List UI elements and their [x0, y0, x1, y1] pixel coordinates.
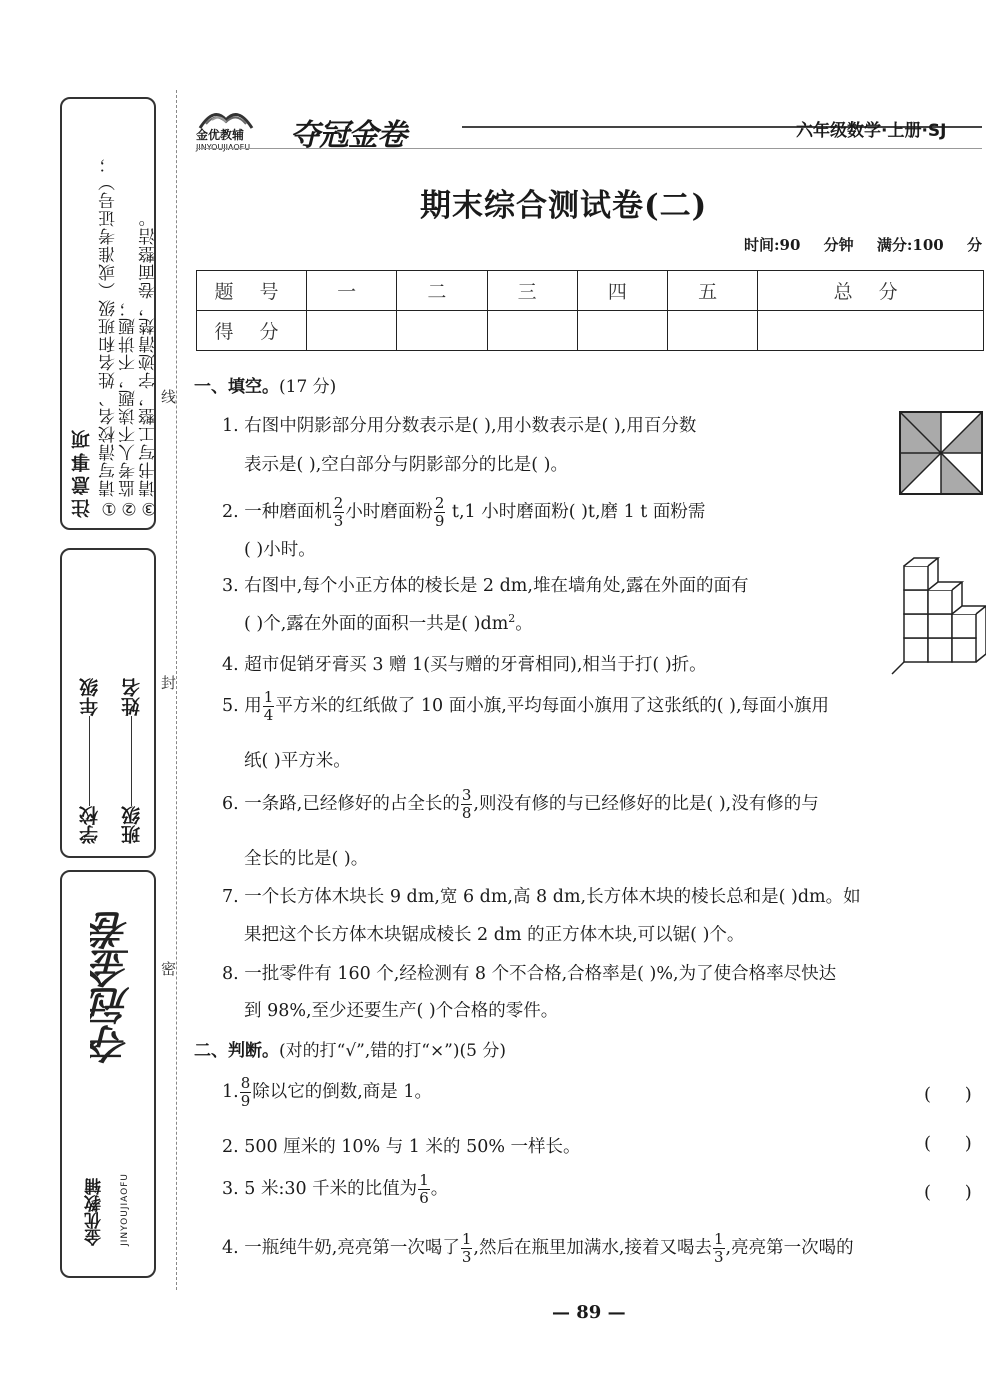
j4-text-c: ,亮亮第一次喝的 [725, 1238, 854, 1258]
j3-line [222, 1173, 448, 1206]
section-2-instruction: (对的打“√”,错的打“×”)(5 分) [279, 1041, 506, 1061]
j3-text-a: 3. 5 米:30 千米的比值为 [222, 1179, 418, 1199]
class-name-line [118, 678, 145, 844]
q7-line-1: 7. 一个长方体木块长 9 dm,宽 6 dm,高 8 dm,长方体木块的棱长总和是( )dm。如 [222, 887, 861, 907]
score-table-header-row [197, 271, 984, 311]
section-1-heading: 一、填空。 [194, 377, 279, 397]
brand-box [60, 870, 156, 1278]
fraction [418, 1173, 430, 1206]
j2-answer-paren[interactable]: ( ) [924, 1133, 972, 1154]
j1-line [222, 1076, 432, 1109]
q6-line-2: 全长的比是( )。 [244, 849, 369, 869]
q5-line-2: 纸( )平方米。 [244, 751, 351, 771]
q1-line-1: 1. 右图中阴影部分用分数表示是( ),用小数表示是( ),用百分数 [222, 416, 697, 436]
fraction-numerator: 1 [714, 1230, 724, 1248]
j2-line: 2. 500 厘米的 10% 与 1 米的 50% 一样长。 [222, 1137, 581, 1157]
full-score: 满分:100 分 [876, 236, 982, 254]
fraction-denominator: 9 [434, 512, 445, 530]
q3-line-2 [244, 610, 533, 635]
q6-line-1 [222, 788, 819, 821]
q3-unit-exponent: 2 [508, 612, 516, 626]
q3-text-b: 。 [515, 614, 533, 634]
notice-line-2: ②监考人不读题，不讲题； [119, 299, 139, 518]
q1-line-2: 表示是( ),空白部分与阴影部分的比是( )。 [244, 455, 568, 475]
page-title: 期末综合测试卷(二) [420, 188, 708, 224]
page-number: — 89 — [552, 1302, 626, 1323]
score-table-cell: 二 [397, 271, 487, 311]
fraction-numerator: 2 [434, 494, 445, 512]
q6-text-a: 6. 一条路,已经修好的占全长的 [222, 794, 460, 814]
section-2-heading: 二、判断。 [194, 1041, 279, 1061]
section-1-score: (17 分) [279, 377, 337, 397]
section-1-title [194, 372, 336, 397]
j3-text-b: 。 [430, 1179, 449, 1199]
class-blank[interactable] [132, 716, 133, 806]
fraction [713, 1232, 725, 1265]
fraction-denominator: 3 [714, 1248, 724, 1266]
section-2-title [194, 1036, 506, 1061]
q7-line-2: 果把这个长方体木块锯成棱长 2 dm 的正方体木块,可以锯( )个。 [244, 925, 745, 945]
publisher-vertical: 金优教辅 [85, 1178, 105, 1246]
fraction [263, 690, 275, 723]
school-label: 学校 [79, 806, 101, 844]
q2-text-a: 2. 一种磨面机 [222, 502, 332, 522]
q5-line-1 [222, 690, 829, 723]
q6-text-b: ,则没有修的与已经修好的比是( ),没有修的与 [473, 794, 819, 814]
score-table-cell: 三 [487, 271, 577, 311]
cut-line [176, 90, 177, 1290]
fraction [240, 1076, 252, 1109]
fraction-denominator: 4 [263, 706, 274, 724]
score-row-label: 得 分 [197, 311, 307, 351]
fraction [434, 496, 446, 529]
shaded-square-figure [898, 410, 984, 496]
notice-line-1: ①请写清校名、姓名和班级（或准考证号）； [99, 155, 119, 518]
score-table-cell: 总 分 [758, 271, 984, 311]
score-table-score-row [197, 311, 984, 351]
notice-box [60, 97, 159, 530]
grade-label: 年级 [79, 678, 101, 716]
name-label: 姓名 [121, 678, 143, 716]
q2-text-c: t,1 小时磨面粉( )t,磨 1 t 面粉需 [446, 502, 706, 522]
brand-vertical-logo: 夺冠金卷 [90, 912, 136, 1064]
q8-line-1: 8. 一批零件有 160 个,经检测有 8 个不合格,合格率是( )%,为了使合格率尽快达 [222, 964, 837, 984]
j4-line [222, 1232, 854, 1265]
grade-label: 六年级数学·上册·SJ [796, 121, 947, 141]
time-info [744, 234, 982, 255]
school-blank[interactable] [90, 716, 91, 806]
score-input-cell[interactable] [577, 311, 667, 351]
fraction-denominator: 3 [461, 1248, 472, 1266]
j1-text-a: 1. [222, 1082, 239, 1102]
cut-label-line: 线 [161, 388, 177, 406]
fraction-numerator: 1 [263, 688, 274, 706]
cut-label-secret: 密 [161, 960, 177, 978]
school-grade-line [76, 678, 103, 844]
q5-text-b: 平方米的红纸做了 10 面小旗,平均每面小旗用了这张纸的( ),每面小旗用 [275, 696, 830, 716]
fraction-numerator: 8 [240, 1074, 251, 1092]
class-label: 班级 [121, 806, 143, 844]
cube-stack-figure [890, 550, 986, 678]
fraction-denominator: 9 [240, 1092, 251, 1110]
score-table-cell: 五 [668, 271, 758, 311]
fraction-numerator: 3 [461, 786, 472, 804]
fraction-numerator: 1 [419, 1171, 429, 1189]
q3-line-1: 3. 右图中,每个小正方体的棱长是 2 dm,堆在墙角处,露在外面的面有 [222, 576, 749, 596]
header-brand: 夺冠金卷 [290, 118, 406, 153]
score-input-cell[interactable] [758, 311, 984, 351]
fraction-numerator: 1 [461, 1230, 472, 1248]
score-table [196, 270, 984, 351]
header-publisher-pinyin: JINYOUJIAOFU [196, 143, 251, 152]
header-publisher: 金优教辅 [196, 128, 245, 142]
j1-answer-paren[interactable]: ( ) [924, 1084, 972, 1105]
q4-line: 4. 超市促销牙膏买 3 赠 1(买与赠的牙膏相同),相当于打( )折。 [222, 655, 707, 675]
q2-text-b: 小时磨面粉 [345, 502, 433, 522]
j4-text-b: ,然后在瓶里加满水,接着又喝去 [473, 1238, 712, 1258]
fraction [461, 1232, 473, 1265]
j1-text-b: 除以它的倒数,商是 1。 [252, 1082, 433, 1102]
fraction [333, 496, 345, 529]
notice-title: 注意事项 [71, 426, 93, 518]
score-table-cell: 题 号 [197, 271, 307, 311]
fraction-numerator: 2 [333, 494, 344, 512]
j3-answer-paren[interactable]: ( ) [924, 1182, 972, 1203]
score-input-cell[interactable] [668, 311, 758, 351]
q2-line-2: ( )小时。 [244, 540, 316, 560]
q2-line-1 [222, 496, 705, 529]
q5-text-a: 5. 用 [222, 696, 262, 716]
header-rule-thin [196, 148, 982, 149]
publisher-pinyin-vertical: JINYOUJIAOFU [120, 1173, 130, 1246]
score-input-cell[interactable] [307, 311, 397, 351]
cut-label-seal: 封 [161, 674, 177, 692]
time-limit: 时间:90 分钟 [744, 236, 854, 254]
q8-line-2: 到 98%,至少还要生产( )个合格的零件。 [244, 1001, 559, 1021]
score-input-cell[interactable] [487, 311, 577, 351]
score-table-cell: 四 [577, 271, 667, 311]
fraction-denominator: 3 [333, 512, 344, 530]
fraction-denominator: 8 [461, 804, 472, 822]
student-info-box [60, 548, 156, 858]
fraction-denominator: 6 [419, 1189, 429, 1207]
q3-text-a: ( )个,露在外面的面积一共是( )dm [244, 614, 509, 634]
score-input-cell[interactable] [397, 311, 487, 351]
j4-text-a: 4. 一瓶纯牛奶,亮亮第一次喝了 [222, 1238, 460, 1258]
fraction [461, 788, 473, 821]
score-table-cell: 一 [307, 271, 397, 311]
notice-line-3: ③请书写工整，字迹清楚，卷面整洁。 [139, 209, 159, 518]
